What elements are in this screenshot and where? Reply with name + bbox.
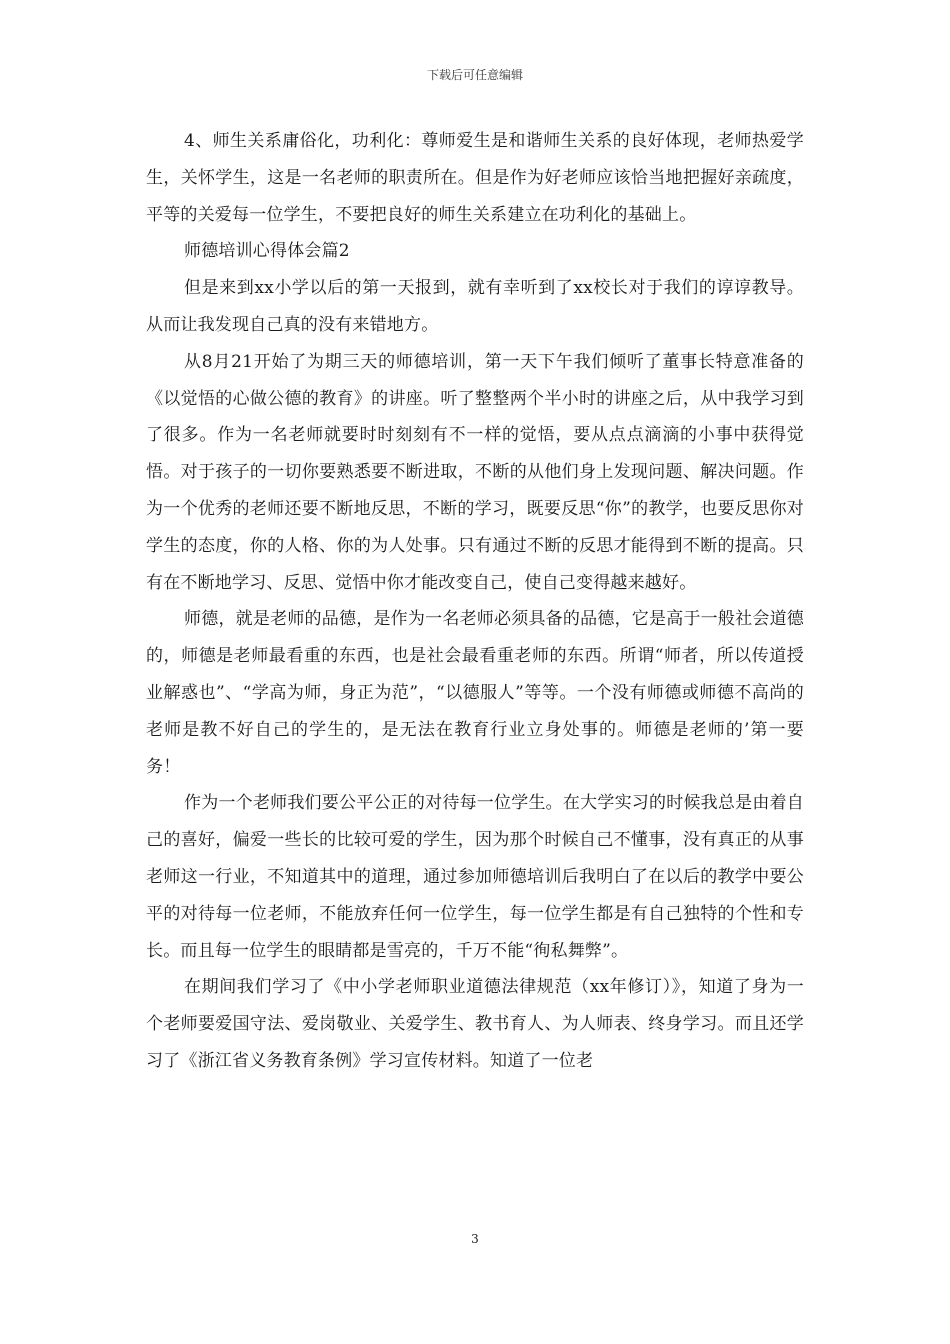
paragraph-training: 从8月21开始了为期三天的师德培训，第一天下午我们倾听了董事长特意准备的《以觉悟的心做公德的教育》的讲座。听了整整两个半小时的讲座之后，从中我学习到了很多。作为一名老师就要时时刻刻有不一样的觉悟，要从点点滴滴的小事中获得觉悟。对于孩子的一切你要熟悉要不断进取，不断的从他们身上发现问题、解决问题。作为一个优秀的老师还要不断地反思，不断的学习，既要反思“你”的教学，也要反思你对学生的态度，你的人格、你的为人处事。只有通过不断的反思才能得到不断的提高。只有在不断地学习、反思、觉悟中你才能改变自己，使自己变得越来越好。	[146, 351, 804, 593]
paragraph-teacher-student-relation: 4、师生关系庸俗化，功利化：尊师爱生是和谐师生关系的良好体现，老师热爱学生，关怀学生，这是一名老师的职责所在。但是作为好老师应该恰当地把握好亲疏度，平等的关爱每一位学生，不要把良好的师生关系建立在功利化的基础上。	[146, 131, 804, 225]
paragraph-regulations: 在期间我们学习了《中小学老师职业道德法律规范（xx年修订）》，知道了身为一个老师要爱国守法、爱岗敬业、关爱学生、教书育人、为人师表、终身学习。而且还学习了《浙江省义务教育条例》学习宣传材料。知道了一位老	[146, 977, 804, 1071]
paragraph-fairness: 作为一个老师我们要公平公正的对待每一位学生。在大学实习的时候我总是由着自己的喜好，偏爱一些长的比较可爱的学生，因为那个时候自己不懂事，没有真正的从事老师这一行业，不知道其中的道理，通过参加师德培训后我明白了在以后的教学中要公平的对待每一位老师，不能放弃任何一位学生，每一位学生都是有自己独特的个性和专长。而且每一位学生的眼睛都是雪亮的，千万不能“徇私舞弊”。	[146, 793, 804, 961]
section-heading: 师德培训心得体会篇2	[184, 241, 350, 262]
paragraph-teacher-ethics: 师德，就是老师的品德，是作为一名老师必须具备的品德，它是高于一般社会道德的，师德是老师最看重的东西，也是社会最看重老师的东西。所谓“师者，所以传道授业解惑也”、“学高为师，身正为范”，“以德服人”等等。一个没有师德或师德不高尚的老师是教不好自己的学生的，是无法在教育行业立身处事的。师德是老师的’第一要务！	[146, 609, 804, 777]
page-number: 3	[471, 1232, 479, 1246]
document-body	[146, 123, 804, 1080]
page-header: 下载后可任意编辑	[426, 68, 523, 82]
paragraph-arrival: 但是来到xx小学以后的第一天报到，就有幸听到了xx校长对于我们的谆谆教导。从而让我发现自己真的没有来错地方。	[146, 278, 804, 335]
